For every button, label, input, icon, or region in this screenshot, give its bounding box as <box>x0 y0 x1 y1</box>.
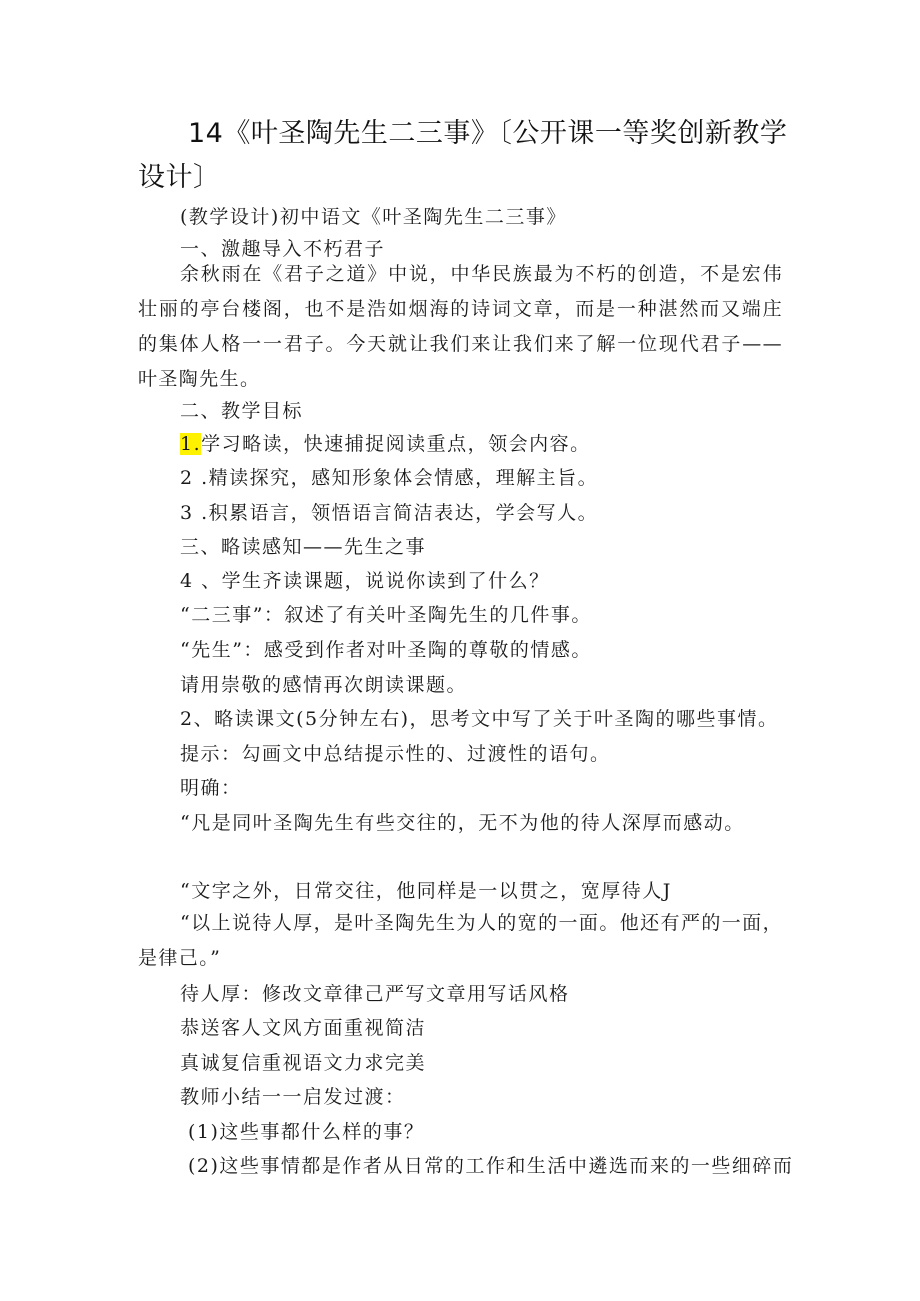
quote-2: “文字之外，日常交往，他同样是一以贯之，宽厚待人J <box>180 880 672 902</box>
table-row-3: 真诚复信重视语文力求完美 <box>180 1052 427 1074</box>
intro-paragraph: 余秋雨在《君子之道》中说，中华民族最为不朽的创造，不是宏伟壮丽的亭台楼阁，也不是浩如烟海的诗词文章，而是一种湛然而又端庄的集体人格一一君子。今天就让我们来让我们来了解一位现代君子——叶圣陶先生。 <box>138 263 783 390</box>
step-2: 2、略读课文(5分钟左右)，思考文中写了关于叶圣陶的哪些事情。 <box>180 708 779 730</box>
clarify-label: 明确： <box>180 777 242 799</box>
goal-2: 2 .精读探究，感知形象体会情感，理解主旨。 <box>180 467 599 489</box>
quote-xiansheng: “先生”：感受到作者对叶圣陶的尊敬的情感。 <box>180 639 592 661</box>
reread-instruction: 请用崇敬的感情再次朗读课题。 <box>180 674 468 696</box>
quote-ersanshi: “二三事”：叙述了有关叶圣陶先生的几件事。 <box>180 604 592 626</box>
step-4: 4 、学生齐读课题，说说你读到了什么？ <box>180 570 550 592</box>
hint: 提示：勾画文中总结提示性的、过渡性的语句。 <box>180 743 611 765</box>
table-row-2: 恭送客人文风方面重视简洁 <box>180 1017 427 1039</box>
document-title: 14《叶圣陶先生二三事》〔公开课一等奖创新教学设计〕 <box>138 118 788 193</box>
question-1: (1)这些事都什么样的事？ <box>188 1121 425 1143</box>
section2-heading: 二、教学目标 <box>180 400 304 422</box>
goal-3: 3 .积累语言，领悟语言简洁表达，学会写人。 <box>180 502 599 524</box>
subtitle: (教学设计)初中语文《叶圣陶先生二三事》 <box>180 206 567 228</box>
goal-1-text: 学习略读，快速捕捉阅读重点，领会内容。 <box>201 433 591 455</box>
question-2: (2)这些事情都是作者从日常的工作和生活中遴选而来的一些细碎而 <box>188 1155 794 1177</box>
quote-3: “以上说待人厚，是叶圣陶先生为人的宽的一面。他还有严的一面，是律己。” <box>138 912 783 969</box>
section3-heading: 三、略读感知——先生之事 <box>180 536 427 558</box>
quote-1: “凡是同叶圣陶先生有些交往的，无不为他的待人深厚而感动。 <box>180 812 745 834</box>
goal-1-number-highlight: 1. <box>180 433 202 455</box>
teacher-summary: 教师小结一一启发过渡： <box>180 1086 406 1108</box>
goal-1 <box>180 431 591 457</box>
table-row-1: 待人厚：修改文章律己严写文章用写话风格 <box>180 983 570 1005</box>
section1-heading: 一、激趣导入不朽君子 <box>180 238 386 260</box>
